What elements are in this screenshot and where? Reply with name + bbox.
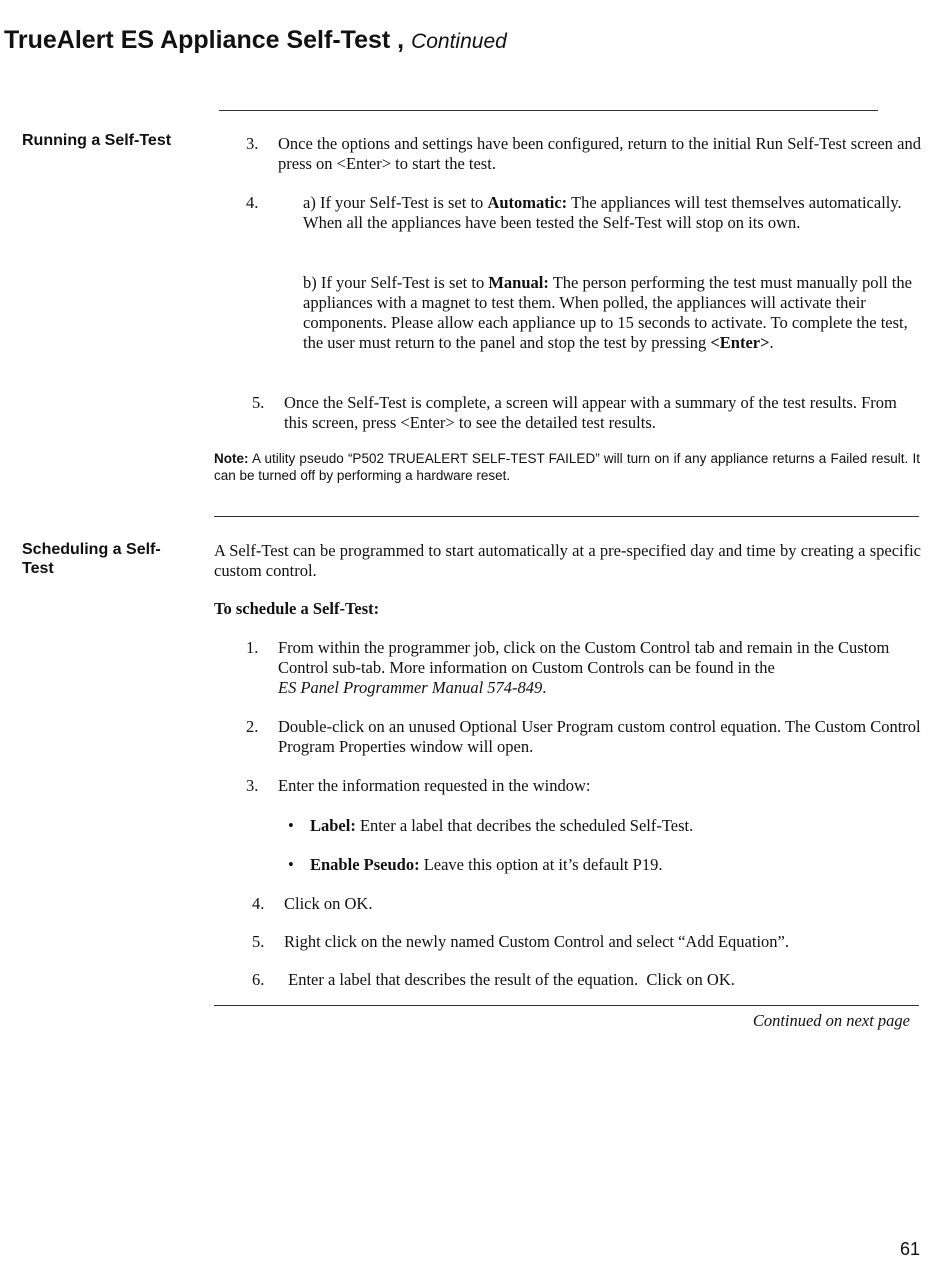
continued-on-next-page: Continued on next page bbox=[752, 1011, 910, 1030]
step-text: Once the Self-Test is complete, a screen will appear with a summary of the test results. From this screen, press <Enter> to see the detailed test results. bbox=[284, 393, 897, 432]
bullet-bold: Enable Pseudo: bbox=[310, 855, 420, 874]
step-text: Enter a label that describes the result of the equation. Click on OK. bbox=[284, 970, 735, 989]
step-1-manual: ES Panel Programmer Manual 574-849 bbox=[278, 678, 543, 697]
note-text: A utility pseudo “P502 TRUEALERT SELF-TEST FAILED” will turn on if any appliance returns a Failed result. It can be turned off by performing a hardware reset. bbox=[214, 451, 920, 483]
bullet-text bbox=[310, 855, 662, 875]
running-step-5 bbox=[252, 393, 921, 433]
divider-bottom bbox=[214, 1005, 919, 1006]
step-4b-post: The person performing the test must manually poll the appliances with a magnet to test them. When polled, the appliances will activate their components. Please allow each appliance up to 15 seconds to activate. To complete the test, the user must return to the panel and stop the test by pressing bbox=[303, 273, 912, 352]
running-step-4 bbox=[246, 193, 921, 373]
scheduling-step-6 bbox=[252, 970, 921, 990]
step-4b-end: . bbox=[769, 333, 774, 352]
step-text: Right click on the newly named Custom Control and select “Add Equation”. bbox=[284, 932, 789, 951]
scheduling-step-4 bbox=[252, 894, 921, 914]
scheduling-step-3 bbox=[246, 776, 921, 796]
step-4a-pre: a) If your Self-Test is set to bbox=[303, 193, 488, 212]
bullet-icon: • bbox=[288, 855, 294, 874]
step-number: 4. bbox=[252, 894, 265, 913]
scheduling-intro: A Self-Test can be programmed to start automatically at a pre-specified day and time by creating a specific custom control. bbox=[214, 541, 921, 580]
bullet-icon: • bbox=[288, 816, 294, 835]
scheduling-step-2 bbox=[246, 717, 921, 757]
step-4b-pre: b) If your Self-Test is set to bbox=[303, 273, 489, 292]
step-number: 3. bbox=[246, 134, 259, 153]
bullet-bold: Label: bbox=[310, 816, 356, 835]
section-label-running: Running a Self-Test bbox=[22, 132, 172, 149]
scheduling-step-5 bbox=[252, 932, 921, 952]
step-number: 3. bbox=[246, 776, 259, 795]
page-title-continued: Continued bbox=[411, 30, 507, 53]
step-number: 2. bbox=[246, 717, 259, 736]
step-number: 5. bbox=[252, 393, 265, 412]
step-4a-automatic: Automatic: bbox=[487, 193, 568, 212]
step-4b bbox=[303, 273, 915, 353]
step-number: 6. bbox=[252, 970, 265, 989]
note bbox=[214, 450, 920, 484]
step-text bbox=[278, 638, 893, 698]
step-text: Enter the information requested in the window: bbox=[278, 776, 591, 795]
scheduling-step-1 bbox=[246, 638, 921, 698]
step-4a-post: The appliances will test themselves automatically. When all the appliances have been tested the Self-Test will stop on its own. bbox=[303, 193, 902, 232]
page-title-text: TrueAlert ES Appliance Self-Test , bbox=[4, 26, 405, 54]
divider-top bbox=[219, 110, 878, 111]
step-text: Once the options and settings have been configured, return to the initial Run Self-Test screen and press on <Enter> to start the test. bbox=[278, 134, 921, 173]
scheduling-subheading: To schedule a Self-Test: bbox=[214, 599, 380, 618]
bullet-text bbox=[310, 816, 693, 836]
step-1-end: . bbox=[542, 678, 547, 697]
step-number: 5. bbox=[252, 932, 265, 951]
section-label-scheduling: Scheduling a Self-Test bbox=[22, 541, 161, 577]
step-4b-enter: <Enter> bbox=[710, 333, 770, 352]
step-1-text: From within the programmer job, click on the Custom Control tab and remain in the Custom Control sub-tab. More information on Custom Controls can be found in the bbox=[278, 638, 890, 677]
step-text: Double-click on an unused Optional User Program custom control equation. The Custom Control Program Properties window will open. bbox=[278, 717, 921, 756]
running-step-3 bbox=[246, 134, 921, 174]
note-label: Note: bbox=[214, 451, 249, 466]
step-text: Click on OK. bbox=[284, 894, 373, 913]
page-title bbox=[4, 26, 507, 55]
bullet-body: Leave this option at it’s default P19. bbox=[419, 855, 663, 874]
step-4b-manual: Manual: bbox=[488, 273, 549, 292]
step-number: 1. bbox=[246, 638, 259, 657]
divider-middle bbox=[214, 516, 919, 517]
page-number: 61 bbox=[899, 1239, 920, 1259]
step-4a bbox=[303, 193, 913, 233]
step-number: 4. bbox=[246, 193, 259, 212]
bullet-body: Enter a label that decribes the scheduled Self-Test. bbox=[355, 816, 694, 835]
